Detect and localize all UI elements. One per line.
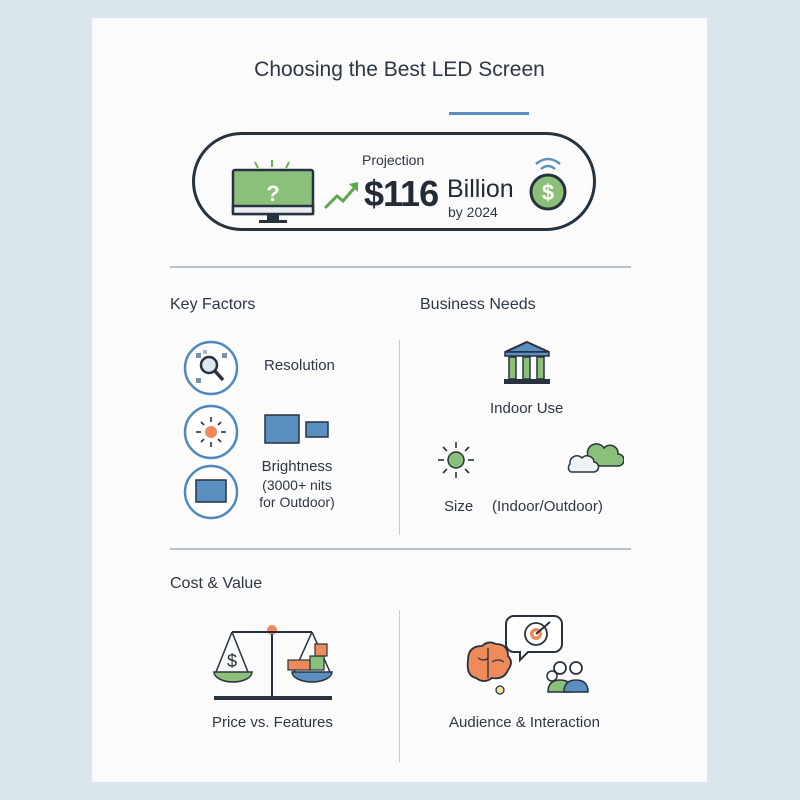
business-needs-title: Business Needs	[420, 296, 536, 313]
clouds-icon	[564, 434, 624, 474]
column-divider	[399, 610, 400, 762]
projection-label: Projection	[362, 152, 425, 168]
resolution-label: Resolution	[264, 357, 335, 374]
key-factors-title: Key Factors	[170, 296, 256, 313]
screen-size-icon	[264, 414, 334, 448]
balance-scale-icon	[212, 622, 352, 704]
dollar-coin-signal-icon	[524, 154, 572, 214]
divider	[170, 548, 631, 550]
brain-target-people-icon	[460, 610, 610, 700]
sun-icon	[183, 404, 239, 460]
projection-amount: $116	[364, 173, 439, 214]
price-features-label: Price vs. Features	[212, 714, 333, 731]
brightness-line-3: for Outdoor)	[259, 494, 335, 510]
svg-text:$: $	[226, 651, 238, 671]
magnifier-pixels-icon	[183, 340, 239, 396]
indoor-use-label: Indoor Use	[490, 400, 564, 417]
page-title: Choosing the Best LED Screen	[254, 58, 545, 81]
projection-year: by 2024	[448, 204, 498, 220]
bank-building-icon	[502, 340, 552, 386]
monitor-question-icon	[227, 158, 317, 228]
brightness-line-2: (3000+ nits	[262, 477, 332, 493]
screen-icon	[183, 464, 239, 520]
projection-unit: Billion	[447, 175, 514, 203]
svg-text:$: $	[541, 180, 555, 205]
infographic-card	[92, 18, 707, 782]
trend-up-arrow-icon	[322, 178, 362, 214]
size-label: Size	[444, 498, 474, 515]
cost-value-title: Cost & Value	[170, 575, 263, 592]
indoor-outdoor-label: (Indoor/Outdoor)	[492, 498, 603, 515]
title-underline	[449, 112, 529, 115]
size-sun-icon	[434, 438, 478, 482]
brightness-label	[252, 458, 342, 510]
audience-label: Audience & Interaction	[449, 714, 600, 731]
column-divider	[399, 340, 400, 535]
brightness-line-1: Brightness	[261, 458, 333, 475]
divider	[170, 266, 631, 268]
svg-text:?: ?	[266, 181, 280, 206]
